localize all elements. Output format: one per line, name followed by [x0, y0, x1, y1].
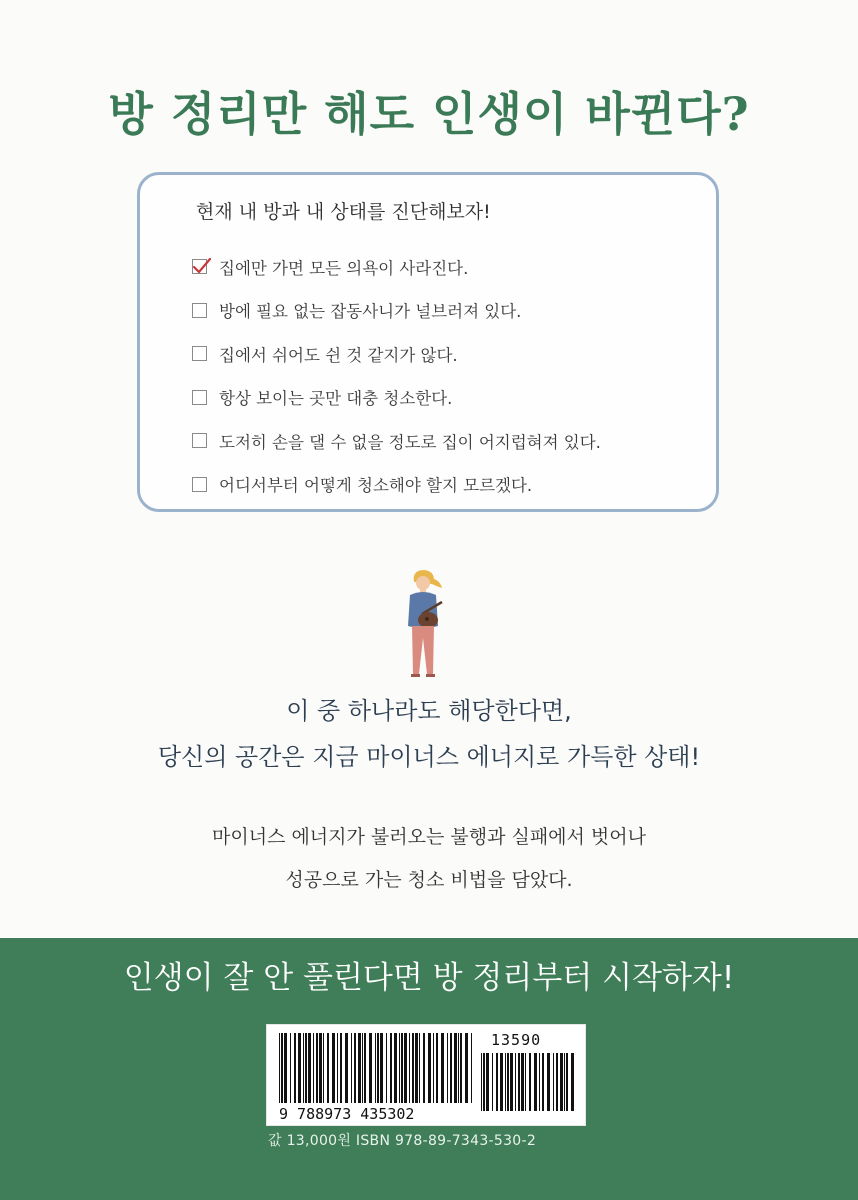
checkbox	[192, 390, 207, 405]
self-diagnosis-panel	[137, 172, 719, 512]
list-item	[192, 463, 601, 507]
woman-with-guitar-illustration	[398, 568, 450, 680]
checkmark-icon	[191, 255, 213, 277]
item-label: 방에 필요 없는 잡동사니가 널브러져 있다.	[219, 302, 522, 322]
description	[0, 816, 858, 902]
checklist	[192, 245, 601, 506]
item-label: 집에서 쉬어도 쉰 것 같지가 않다.	[219, 345, 458, 365]
checkbox	[192, 477, 207, 492]
list-item	[192, 376, 601, 420]
slogan: 인생이 잘 안 풀린다면 방 정리부터 시작하자!	[123, 960, 735, 996]
item-label: 도저히 손을 댈 수 없을 정도로 집이 어지럽혀져 있다.	[219, 432, 601, 452]
list-item	[192, 245, 601, 289]
panel-heading: 현재 내 방과 내 상태를 진단해보자!	[196, 201, 491, 223]
checkbox	[192, 433, 207, 448]
description-line: 성공으로 가는 청소 비법을 담았다.	[285, 869, 573, 891]
price-isbn-line: 값 13,000원 ISBN 978-89-7343-530-2	[268, 1133, 537, 1149]
isbn-digits: 9 788973 435302	[279, 1105, 415, 1123]
main-message	[0, 688, 858, 780]
list-item	[192, 332, 601, 376]
description-line: 마이너스 에너지가 불러오는 불행과 실패에서 벗어나	[212, 826, 646, 848]
list-item	[192, 289, 601, 333]
checkbox-checked	[192, 259, 207, 274]
page-title: 방 정리만 해도 인생이 바뀐다?	[108, 87, 750, 141]
item-label: 집에만 가면 모든 의욕이 사라진다.	[219, 258, 469, 278]
list-item	[192, 419, 601, 463]
checkbox	[192, 346, 207, 361]
addon-digits: 13590	[491, 1031, 542, 1049]
message-line: 당신의 공간은 지금 마이너스 에너지로 가득한 상태!	[157, 743, 701, 771]
item-label: 항상 보이는 곳만 대충 청소한다.	[219, 389, 453, 409]
item-label: 어디서부터 어떻게 청소해야 할지 모르겠다.	[219, 476, 533, 496]
barcode	[266, 1024, 586, 1126]
message-line: 이 중 하나라도 해당한다면,	[286, 697, 572, 725]
checkbox	[192, 303, 207, 318]
